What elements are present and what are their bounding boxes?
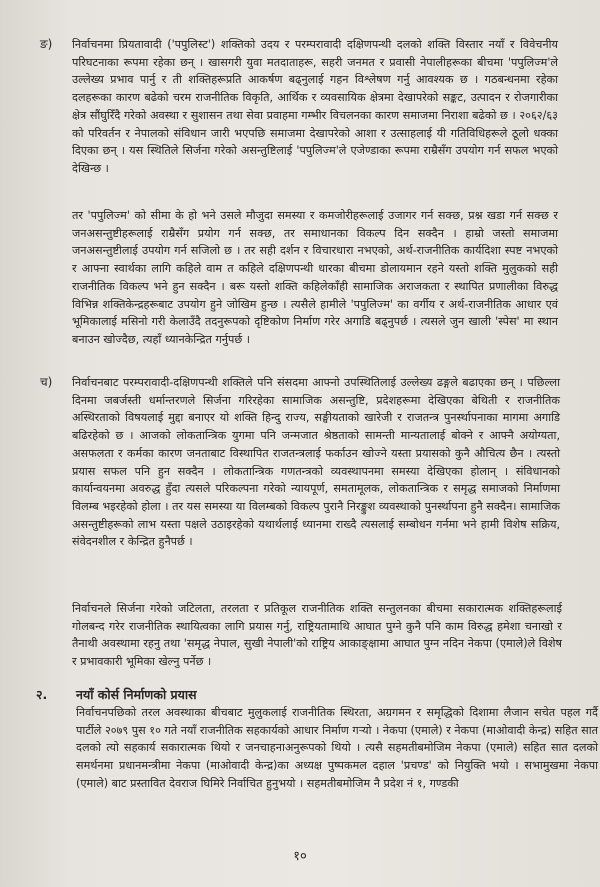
paragraph-party-role: निर्वाचनले सिर्जना गरेको जटिलता, तरलता र प्रतिकूल राजनीतिक शक्ति सन्तुलनका बीचमा सकारात्मक शक्तिहरूलाई गोलबन्द गरेर राजनीतिक स्थायित्वका लागि प्रयास गर्नु, राष्ट्रियतामाथि आघात पुग्ने कुनै पनि काम विरुद्ध हमेशा चनाखो र तैनाथी अवस्थामा रहनु तथा 'समृद्ध नेपाल, सुखी नेपाली'को राष्ट्रिय आकाङ्क्षामा आघात पुग्न नदिन नेकपा (एमाले)ले विशेष र प्रभावकारी भूमिका खेल्नु पर्नेछ । — [72, 602, 562, 669]
page-number: १० — [293, 849, 307, 864]
paragraph-populism-rise: निर्वाचनमा प्रियतावादी ('पपुलिस्ट') शक्तिको उदय र परम्परावादी दक्षिणपन्थी दलको शक्ति विस्तार नयाँ र विवेचनीय परिघटनाका रूपमा रहेका छन् । खासगरी युवा मतदाताहरू, सहरी जनमत र प्रवासी नेपालीहरूका बीचमा 'पपुलिज्म'ले उल्लेख्य प्रभाव पार्नु र ती शक्तिहरूप्रति आकर्षण बढ्नुलाई गहन विश्लेषण गर्नु आवश्यक छ । गठबन्धनमा रहेका दलहरूका कारण बढेको चरम राजनीतिक विकृति, आर्थिक र व्यवसायिक क्षेत्रमा देखापरेको सङ्कट, उत्पादन र रोजगारीका क्षेत्र सौंघुरिँदै गरेको अवस्था र सुशासन तथा सेवा प्रवाहमा गम्भीर विचलनका कारण समाजमा निराशा बढेको छ । २०६२/६३ को परिवर्तन र नेपालको संविधान जारी भएपछि समाजमा देखापरेको आशा र उत्साहलाई यी गतिविधिहरूले ठूलो धक्का दिएका छन् । यस स्थितिले सिर्जना गरेको असन्तुष्टिलाई 'पपुलिज्म'ले एजेण्डाका रूपमा राम्रैसँग उपयोग गर्न सफल भएको देखिन्छ । — [72, 38, 558, 175]
item-marker-nga: ङ) — [40, 37, 53, 51]
section-number: २. — [36, 687, 48, 702]
paragraph-populism-limits: तर 'पपुलिज्म' को सीमा के हो भने उसले मौजुदा समस्या र कमजोरीहरूलाई उजागर गर्न सक्छ, प्रश्न खडा गर्न सक्छ र जनअसन्तुष्टीहरूलाई राम्रैसँग प्रयोग गर्न सक्छ, तर समाधानका विकल्प दिन सक्दैन । हाम्रो जस्तो समाजमा जनअसन्तुष्टीलाई उपयोग गर्न सजिलो छ । तर सही दर्शन र विचारधारा नभएको, अर्थ-राजनीतिक कार्यदिशा स्पष्ट नभएको र आफ्ना स्वार्थका लागि कहिले वाम त कहिले दक्षिणपन्थी धारका बीचमा डोलायमान रहने यस्तो शक्ति मुलुकको सही राजनीतिक विकल्प भने हुन सक्दैन । बरू यस्तो शक्ति कहिलेकाँही सामाजिक अराजकता र स्थापित प्रणालीका विरुद्ध विभिन्न शक्तिकेन्द्रहरूबाट उपयोग हुने जोखिम हुन्छ । त्यसैले हामीले 'पपुलिज्म' का वर्गीय र अर्थ-राजनीतिक आधार एवं भूमिकालाई मसिनो गरी केलाउँदै तदनुरूपको दृष्टिकोण निर्माण गरेर अगाडि बढ्नुपर्छ । त्यसले जुन खाली 'स्पेस' मा स्थान बनाउन खोज्दैछ, त्यहाँ ध्यानकेन्द्रित गर्नुपर्छ । — [72, 209, 558, 346]
section-body: निर्वाचनपछिको तरल अवस्थाका बीचबाट मुलुकलाई राजनीतिक स्थिरता, अग्रगमन र समृद्धिको दिशामा लैजान सचेत पहल गर्दै पार्टीले २०७९ पुस १० गते नयाँ राजनीतिक सहकार्यको आधार निर्माण गऱ्यो । नेकपा (एमाले) र नेकपा (माओवादी केन्द्र) सहित सात दलको त्यो सहकार्य सकारात्मक थियो र जनचाहनाअनुरूपको थियो । त्यसै सहमतीबमोजिम नेकपा (एमाले) सहित सात दलको समर्थनमा प्रधानमन्त्रीमा नेकपा (माओवादी केन्द्र)का अध्यक्ष पुष्पकमल दहाल 'प्रचण्ड' को नियुक्ति भयो । सभामुखमा नेकपा (एमाले) बाट प्रस्तावित देवराज घिमिरे निर्वाचित हुनुभयो । सहमतीबमोजिम नै प्रदेश नं १, गण्डकी — [76, 706, 598, 790]
paragraph-traditionalist-forces: निर्वाचनबाट परम्परावादी-दक्षिणपन्थी शक्तिले पनि संसदमा आफ्नो उपस्थितिलाई उल्लेख्य ढङ्गले बढाएका छन् । पछिल्ला दिनमा जबर्जस्ती धर्मान्तरणले सिर्जना गरिरहेका सामाजिक असन्तुष्टि, प्रदेशहरूमा देखिएका बेथिती र राजनीतिक अस्थिरताको विषयलाई मुद्दा बनाएर यो शक्ति हिन्दु राज्य, सङ्घीयताको खारेजी र राजतन्त्र पुनर्स्थापनाका मागमा अगाडि बढिरहेको छ । आजको लोकतान्त्रिक युगमा पनि जन्मजात श्रेष्ठताको सामन्ती मान्यतालाई बोक्ने र आफ्नै अयोग्यता, असफलता र कर्मका कारण जनताबाट विस्थापित राजतन्त्रलाई फर्काउन खोज्ने यस्ता प्रयासको कुनै औचित्य छैन । त्यस्तो प्रयास सफल पनि हुन सक्दैन । लोकतान्त्रिक गणतन्त्रको व्यवस्थापनमा समस्या देखिएका होलान् । संविधानको कार्यान्वयनमा अवरुद्ध हुँदा त्यसले परिकल्पना गरेको न्यायपूर्ण, समतामूलक, लोकतान्त्रिक र समृद्ध समाजको निर्माणमा विलम्ब भइरहेको होला । तर यस समस्या या विलम्बको विकल्प पुरानै निरङ्कुश व्यवस्थाको पुनर्स्थापना हुनै सक्दैन। सामाजिक असन्तुष्टीहरूको लाभ यस्ता पक्षले उठाइरहेको यथार्थलाई ध्यानमा राख्दै त्यसलाई सम्बोधन गर्नमा भने हामी विशेष सक्रिय, संवेदनशील र केन्द्रित हुनैपर्छ । — [72, 376, 560, 549]
item-marker-cha: च) — [40, 375, 53, 389]
section-title: नयाँ कोर्स निर्माणको प्रयास — [76, 687, 197, 702]
